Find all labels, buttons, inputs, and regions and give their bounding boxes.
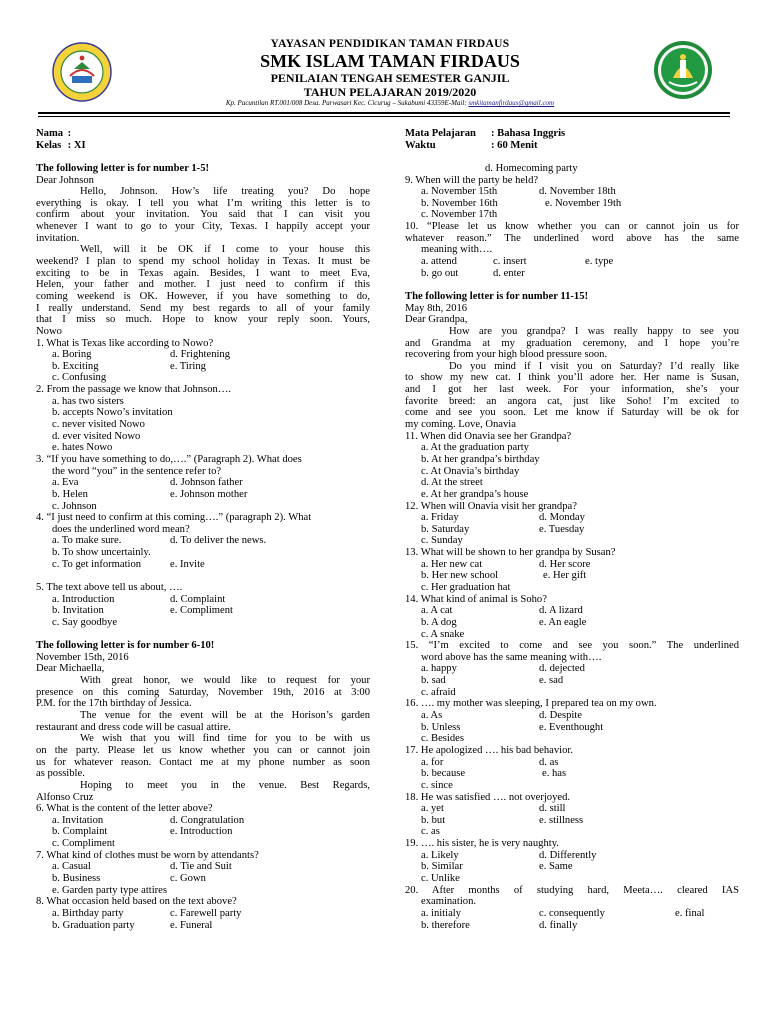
option[interactable]: e. At her grandpa’s house xyxy=(421,488,529,500)
option[interactable]: d. Frightening xyxy=(170,349,231,361)
option[interactable]: a. happy xyxy=(421,663,457,675)
option[interactable]: d. To deliver the news. xyxy=(170,535,267,547)
option[interactable]: c. At Onavia’s birthday xyxy=(421,465,520,477)
option[interactable]: a. Friday xyxy=(421,512,459,524)
option[interactable]: b. Business xyxy=(52,873,101,884)
option[interactable]: d. November 18th xyxy=(539,186,616,198)
option[interactable]: a. November 15th xyxy=(421,186,498,198)
option[interactable]: e. sad xyxy=(539,675,564,687)
option[interactable]: d. Monday xyxy=(539,512,585,524)
option[interactable]: c. insert xyxy=(493,256,527,268)
question-14: 14. What kind of animal is Soho? xyxy=(405,593,547,605)
option[interactable]: e. Her gift xyxy=(543,570,587,582)
option[interactable]: e. Compliment xyxy=(170,605,233,617)
option[interactable]: d. Despite xyxy=(539,710,582,722)
option[interactable]: d. ever visited Nowo xyxy=(52,430,141,442)
option[interactable]: c. Compliment xyxy=(52,838,115,850)
option[interactable]: d. Homecoming party xyxy=(485,162,578,174)
salutation: Dear Johnson xyxy=(36,174,94,186)
option[interactable]: b. At her grandpa’s birthday xyxy=(421,453,540,465)
option[interactable]: e. Tuesday xyxy=(539,523,585,535)
option[interactable]: b. go out xyxy=(421,267,459,279)
time-row: Waktu : 60 Menit xyxy=(405,139,538,151)
option[interactable]: a. Boring xyxy=(52,349,92,361)
school-address: Kp. Pacuntilan RT.001/008 Desa. Parwasari Kec. Cicurug – Sukabumi 43359E-Mail: smkitamanfirdaus@gmail.com xyxy=(225,99,555,107)
question-17: 17. He apologized …. his bad behavior. xyxy=(405,744,573,756)
question-7: 7. What kind of clothes must be worn by attendants? xyxy=(36,849,259,861)
question-15: 15. “I’m excited to come and see you soon.” The underlined xyxy=(405,640,739,652)
option[interactable]: e. Eventhought xyxy=(539,721,604,733)
option[interactable]: b. Saturday xyxy=(421,523,470,535)
option[interactable]: e. hates Nowo xyxy=(52,442,113,454)
option[interactable]: b. Complaint xyxy=(52,826,108,838)
option[interactable]: c. Besides xyxy=(421,733,464,745)
option[interactable]: c. November 17th xyxy=(421,209,498,221)
option[interactable]: b. Helen xyxy=(52,488,88,500)
option[interactable]: d. still xyxy=(539,803,566,815)
option[interactable]: a. At the graduation party xyxy=(421,442,529,454)
option[interactable]: d. A lizard xyxy=(539,605,583,617)
option[interactable]: e. An eagle xyxy=(539,616,587,628)
option[interactable]: a. Birthday party xyxy=(52,907,124,919)
option[interactable]: d. At the street xyxy=(421,477,483,489)
option[interactable]: c. Her graduation hat xyxy=(421,581,511,593)
option[interactable]: a. Casual xyxy=(52,861,91,873)
option[interactable]: a. Likely xyxy=(421,849,459,861)
option[interactable]: a. has two sisters xyxy=(52,395,124,407)
option[interactable]: b. Unless xyxy=(421,721,461,733)
option[interactable]: e. Same xyxy=(539,861,573,873)
salutation: Dear Michaella, xyxy=(36,663,105,675)
exam-name: PENILAIAN TENGAH SEMESTER GANJIL xyxy=(270,71,510,85)
option[interactable]: a. for xyxy=(421,756,444,768)
school-name: SMK ISLAM TAMAN FIRDAUS xyxy=(260,51,520,71)
option[interactable]: c. as xyxy=(421,826,440,838)
option[interactable]: a. As xyxy=(421,710,443,722)
student-class-row: Kelas : XI xyxy=(36,139,86,151)
foundation-name: YAYASAN PENDIDIKAN TAMAN FIRDAUS xyxy=(270,38,510,50)
option[interactable]: a. A cat xyxy=(421,605,453,617)
right-column: Mata Pelajaran : Bahasa Inggris Waktu : 60 Menit d. Homecoming party 9. When will the party be held? a. November 15th d. November 18th b. November 16th e. November 19th c. November 17th 10. “Please let us know whether you can or cannot join us for whatever reason.” The underlined word above has the same meaning with…. a. attend c. insert e. type b. go out d. enter The following letter is for number 11-15! May 8th, 2016 Dear Grandpa, How are you grandpa? I was really happy to see you and Grandma at my graduation ceremony, and I hope you’re recovering from your high blood pressure soon. Do you mind if I visit you on Saturday? I’d really like to show my new cat. I think you’ll adore her. Her name is Susan, and I got her last week. For your information, she’s your favorite breed: an angora cat, just like Soho! I’m excited to come and see you soon. Let me know if Saturday will be ok for my coming. Love, Onavia 11. When did Onavia see her Grandpa? a. At the graduation party b. At her grandpa’s birthday c. At Onavia’s birthday d. At the street e. At her grandpa’s house 12. When will Onavia visit her grandpa? a. Friday d. Monday b. Saturday e. Tuesday c. Sunday 13. What will be shown to her grandpa by Susan? a. Her new cat d. Her score b. Her new school e. Her gift c. Her graduation hat 14. What kind of animal is Soho? a. A cat d. A lizard b. A dog e. An eagle c. A snake 15. “I’m excited to come and see you soon.” The underlined word above has the same meaning with…. a. happy d. dejected b. sad e. sad c. afraid 16. …. my mother was sleeping, I prepared tea on my own. a. As d. Despite b. Unless e. Eventhought c. Besides 17. He apologized …. his bad behavior. a. for d. as b. because e. has c. since 18. He was satisfied …. not overjoyed. a. yet d. still b. but e. stillness c. as 19. …. his sister, he is very naughty. a. Likely d. Differently b. Similar e. Same c. Unlike 20. After months of studying hard, Meeta…. cleared IAS examination. a. initialy c. consequently e. final b. therefore d. finally xyxy=(405,128,739,931)
option[interactable]: b. A dog xyxy=(421,616,457,628)
question-10: 10. “Please let us know whether you can or cannot join us for xyxy=(405,221,739,233)
option[interactable]: d. enter xyxy=(493,267,525,279)
salutation: Dear Grandpa, xyxy=(405,314,468,326)
letter-date: May 8th, 2016 xyxy=(405,302,468,314)
option[interactable]: e. Johnson mother xyxy=(170,488,248,500)
option[interactable]: a. attend xyxy=(421,256,457,268)
option[interactable]: e. Tiring xyxy=(170,360,206,372)
option[interactable]: e. Introduction xyxy=(170,826,233,838)
option[interactable]: d. Differently xyxy=(539,849,597,861)
question-9: 9. When will the party be held? xyxy=(405,174,539,186)
option[interactable]: a. Eva xyxy=(52,477,79,489)
option[interactable]: e. Garden party type attires xyxy=(52,884,168,896)
question-3: 3. “If you have something to do,….” (Paragraph 2). What does xyxy=(36,453,302,465)
option[interactable]: d. Tie and Suit xyxy=(170,861,232,873)
option[interactable]: d. finally xyxy=(539,919,578,931)
option[interactable]: c. A snake xyxy=(421,628,465,640)
school-logo xyxy=(653,40,713,100)
question-12: 12. When will Onavia visit her grandpa? xyxy=(405,500,577,512)
section-title: The following letter is for number 6-10! xyxy=(36,640,215,652)
option[interactable]: b. Graduation party xyxy=(52,919,135,931)
option[interactable]: c. Johnson xyxy=(52,500,97,512)
option[interactable]: b. Invitation xyxy=(52,605,104,617)
question-6: 6. What is the content of the letter above? xyxy=(36,803,213,815)
option[interactable]: e. stillness xyxy=(539,814,584,826)
option[interactable]: c. Gown xyxy=(170,873,206,884)
option[interactable]: e. Invite xyxy=(170,558,205,570)
letterhead xyxy=(0,0,768,120)
option[interactable]: c. afraid xyxy=(421,686,456,698)
letter-paragraph: How are you grandpa? I was really happy to see you and Grandma at my graduation ceremony, and I hope you’re recovering from your high blood pressure soon. Do you mind if I visit you on Saturday? I’d really like to show my new cat. I think you’ll adore her. Her name is Susan, and I got her last week. For your information, she’s your favorite breed: an angora cat, just like Soho! I’m excited to come and see you soon. Let me know if Saturday will be ok for my coming. Love, Onavia xyxy=(405,325,739,431)
option[interactable]: b. accepts Nowo’s invitation xyxy=(52,407,173,419)
option[interactable]: d. Her score xyxy=(539,558,591,570)
question-1: 1. What is Texas like according to Nowo? xyxy=(36,337,214,349)
question-16: 16. …. my mother was sleeping, I prepared tea on my own. xyxy=(405,698,657,710)
option[interactable]: b. To show uncertainly. xyxy=(52,547,151,559)
question-5: 5. The text above tell us about, …. xyxy=(36,581,183,593)
foundation-logo xyxy=(52,42,112,102)
question-13: 13. What will be shown to her grandpa by Susan? xyxy=(405,547,616,559)
header-rule-thin xyxy=(38,116,730,117)
letter-date: November 15th, 2016 xyxy=(36,651,129,663)
option[interactable]: b. Similar xyxy=(421,861,463,873)
option[interactable]: a. To make sure. xyxy=(52,535,122,547)
option[interactable]: a. Introduction xyxy=(52,593,115,605)
subject-row: Mata Pelajaran : Bahasa Inggris xyxy=(405,128,566,139)
option[interactable]: e. Funeral xyxy=(170,919,213,931)
option[interactable]: b. sad xyxy=(421,675,446,687)
option[interactable]: d. Johnson father xyxy=(170,477,243,489)
letter-paragraph: With great honor, we would like to request for your presence on this coming Saturday, November 19th, 2016 at 3:00 P.M. for the 17th birthday of Jessica. The venue for the event will be at the Horison’s garden restaurant and dress code will be casual attire. We wish that you will find time for you to be with us on the party. Please let us know whether you can or cannot join us for whatever reason. Contact me at my phone number as soon as possible. Hoping to meet you in the venue. Best Regards, Alfonso Cruz xyxy=(36,675,370,803)
option[interactable]: c. Say goodbye xyxy=(52,616,118,628)
option[interactable]: a. initialy xyxy=(421,907,462,919)
option[interactable]: a. Her new cat xyxy=(421,558,483,570)
option[interactable]: e. type xyxy=(585,256,614,268)
option[interactable]: d. Congratulation xyxy=(170,814,245,826)
header-rule xyxy=(38,112,730,114)
option[interactable]: e. final xyxy=(675,907,705,919)
option[interactable]: c. Confusing xyxy=(52,372,107,384)
option[interactable]: d. as xyxy=(539,756,559,768)
question-19: 19. …. his sister, he is very naughty. xyxy=(405,838,559,850)
option[interactable]: b. therefore xyxy=(421,919,470,931)
option[interactable]: e. has xyxy=(542,768,567,780)
question-8: 8. What occasion held based on the text above? xyxy=(36,896,237,908)
option[interactable]: c. To get information xyxy=(52,558,142,570)
option[interactable]: e. November 19th xyxy=(545,197,622,209)
section-title: The following letter is for number 1-5! xyxy=(36,162,210,174)
left-column: Nama : Kelas : XI The following letter is for number 1-5! Dear Johnson Hello, Johnson. How’s life treating you? Do hope everything is okay. I tell you what I’m writing this letter is to confirm about your invitation. You said that I can visit you whenever I want to go to your City, Texas. I happily accept your invitation. Well, will it be OK if I come to your house this weekend? I plan to spend my school holiday in Texas. It must be exciting to be in Texas again. Besides, I want to meet Eva, Helen, your father and mother. I just need to confirm if this coming weekend is OK. However, if you have something to do, I really understand. Send my best regards to all of your family that I miss so much. Hope to know your reply soon. Yours, Nowo 1. What is Texas like according to Nowo? a. Boring d. Frightening b. Exciting e. Tiring c. Confusing 2. From the passage we know that Johnson…. a. has two sisters b. accepts Nowo’s invitation c. never visited Nowo d. ever visited Nowo e. hates Nowo 3. “If you have something to do,….” (Paragraph 2). What does the word “you” in the sentence refer to? a. Eva d. Johnson father b. Helen e. Johnson mother c. Johnson 4. “I just need to confirm at this coming….” (paragraph 2). What does the underlined word mean? a. To make sure. d. To deliver the news. b. To show uncertainly. c. To get information e. Invite 5. The text above tell us about, …. a. Introduction d. Complaint b. Invitation e. Compliment c. Say goodbye The following letter is for number 6-10! November 15th, 2016 Dear Michaella, With great honor, we would like to request for your presence on this coming Saturday, November 19th, 2016 at 3:00 P.M. for the 17th birthday of Jessica. The venue for the event will be at the Horison’s garden restaurant and dress code will be casual attire. We wish that you will find time for you to be with us on the party. Please let us know whether you can or cannot join us for whatever reason. Contact me at my phone number as soon as possible. Hoping to meet you in the venue. Best Regards, Alfonso Cruz 6. What is the content of the letter above? a. Invitation d. Congratulation b. Complaint e. Introduction c. Compliment 7. What kind of clothes must be worn by attendants? a. Casual d. Tie and Suit b. Business c. Gown e. Garden party type attires 8. What occasion held based on the text above? a. Birthday party c. Farewell party b. Graduation party e. Funeral xyxy=(36,128,370,931)
student-name-row: Nama : xyxy=(36,128,72,139)
option[interactable]: b. November 16th xyxy=(421,197,498,209)
school-email[interactable]: smkitamanfirdaus@gmail.com xyxy=(468,99,555,107)
question-2: 2. From the passage we know that Johnson…. xyxy=(36,384,232,396)
option[interactable]: c. consequently xyxy=(539,907,605,919)
option[interactable]: c. Farewell party xyxy=(170,907,242,919)
letter-paragraph: Hello, Johnson. How’s life treating you? Do hope everything is okay. I tell you what I’m writing this letter is to confirm about your invitation. You said that I can visit you whenever I want to go to your City, Texas. I happily accept your invitation. xyxy=(36,186,370,244)
option[interactable]: d. dejected xyxy=(539,663,585,675)
option[interactable]: c. since xyxy=(421,779,453,791)
option[interactable]: c. never visited Nowo xyxy=(52,419,145,431)
option[interactable]: a. Invitation xyxy=(52,814,104,826)
option[interactable]: b. Her new school xyxy=(421,570,499,582)
section-title: The following letter is for number 11-15! xyxy=(405,290,589,302)
option[interactable]: b. Exciting xyxy=(52,360,99,372)
question-18: 18. He was satisfied …. not overjoyed. xyxy=(405,791,571,803)
option[interactable]: c. Sunday xyxy=(421,535,463,547)
option[interactable]: c. Unlike xyxy=(421,873,460,884)
option[interactable]: a. yet xyxy=(421,803,444,815)
option[interactable]: b. because xyxy=(421,768,466,780)
academic-year: TAHUN PELAJARAN 2019/2020 xyxy=(303,85,477,99)
question-11: 11. When did Onavia see her Grandpa? xyxy=(405,430,572,442)
question-20: 20. After months of studying hard, Meeta…. cleared IAS xyxy=(405,884,739,896)
option[interactable]: d. Complaint xyxy=(170,593,226,605)
question-4: 4. “I just need to confirm at this coming….” (paragraph 2). What xyxy=(36,512,312,524)
letter-paragraph: Well, will it be OK if I come to your house this weekend? I plan to spend my school holiday in Texas. It must be exciting to be in Texas again. Besides, I want to meet Eva, Helen, your father and mother. I just need to confirm if this coming weekend is OK. However, if you have something to do, I really understand. Send my best regards to all of your family that I miss so much. Hope to know your reply soon. Yours, Nowo xyxy=(36,244,370,337)
option[interactable]: b. but xyxy=(421,814,446,826)
